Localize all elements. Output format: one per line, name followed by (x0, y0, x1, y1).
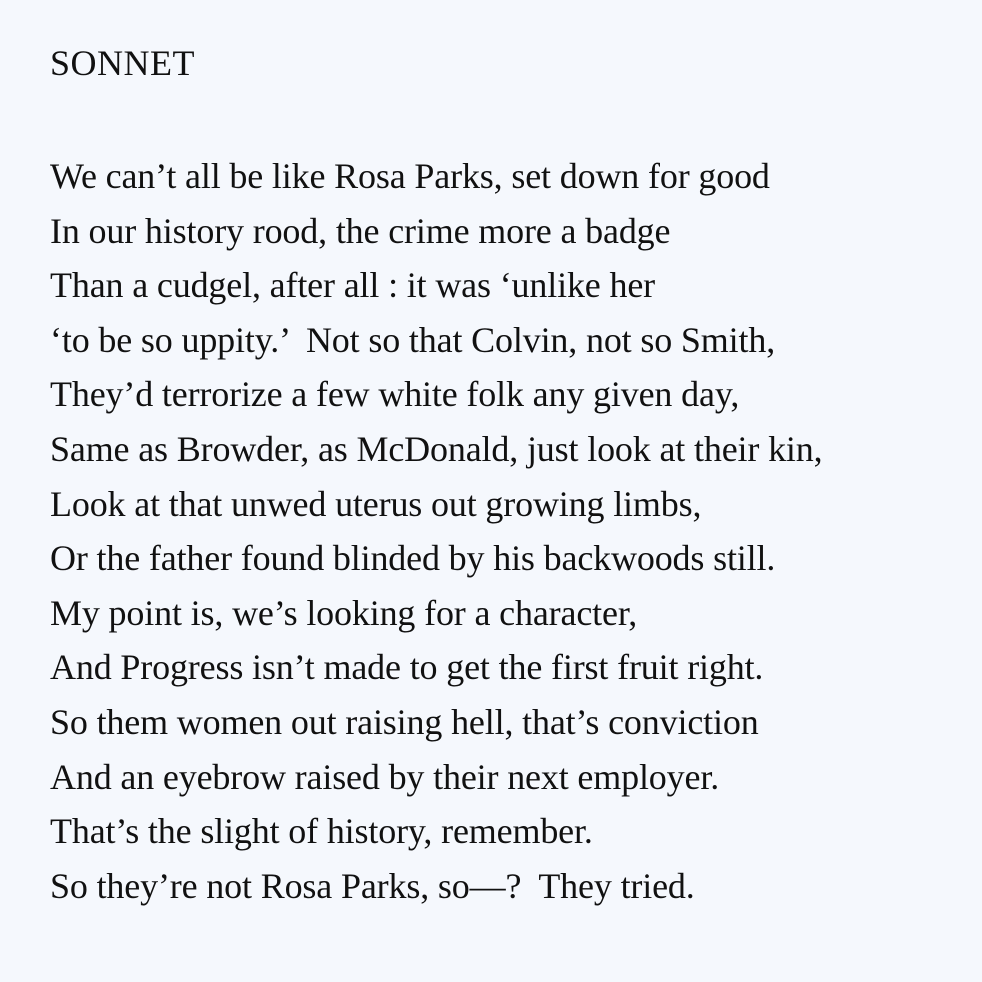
poem-line-10: And Progress isn’t made to get the first fruit right. (50, 647, 764, 688)
poem-line-9: My point is, we’s looking for a character, (50, 592, 638, 633)
poem-line-3: Than a cudgel, after all : it was ‘unlike her (50, 265, 656, 306)
poem-line-13: That’s the slight of history, remember. (50, 811, 593, 852)
poem-line-8: Or the father found blinded by his backwoods still. (50, 538, 776, 579)
poem-title: SONNET (50, 43, 195, 83)
poem-line-12: And an eyebrow raised by their next employer. (50, 756, 720, 797)
poem-line-2: In our history rood, the crime more a badge (50, 210, 671, 251)
poem-line-11: So them women out raising hell, that’s conviction (50, 701, 759, 742)
poem-line-4: ‘to be so uppity.’ Not so that Colvin, not so Smith, (50, 319, 776, 360)
poem-line-14: So they’re not Rosa Parks, so—? They tried. (50, 865, 695, 906)
poem-body (50, 149, 982, 913)
poem-line-5: They’d terrorize a few white folk any given day, (50, 374, 740, 415)
poem-line-1: We can’t all be like Rosa Parks, set down for good (50, 156, 770, 196)
poem-line-7: Look at that unwed uterus out growing limbs, (50, 483, 702, 524)
poem-line-6: Same as Browder, as McDonald, just look at their kin, (50, 428, 823, 469)
